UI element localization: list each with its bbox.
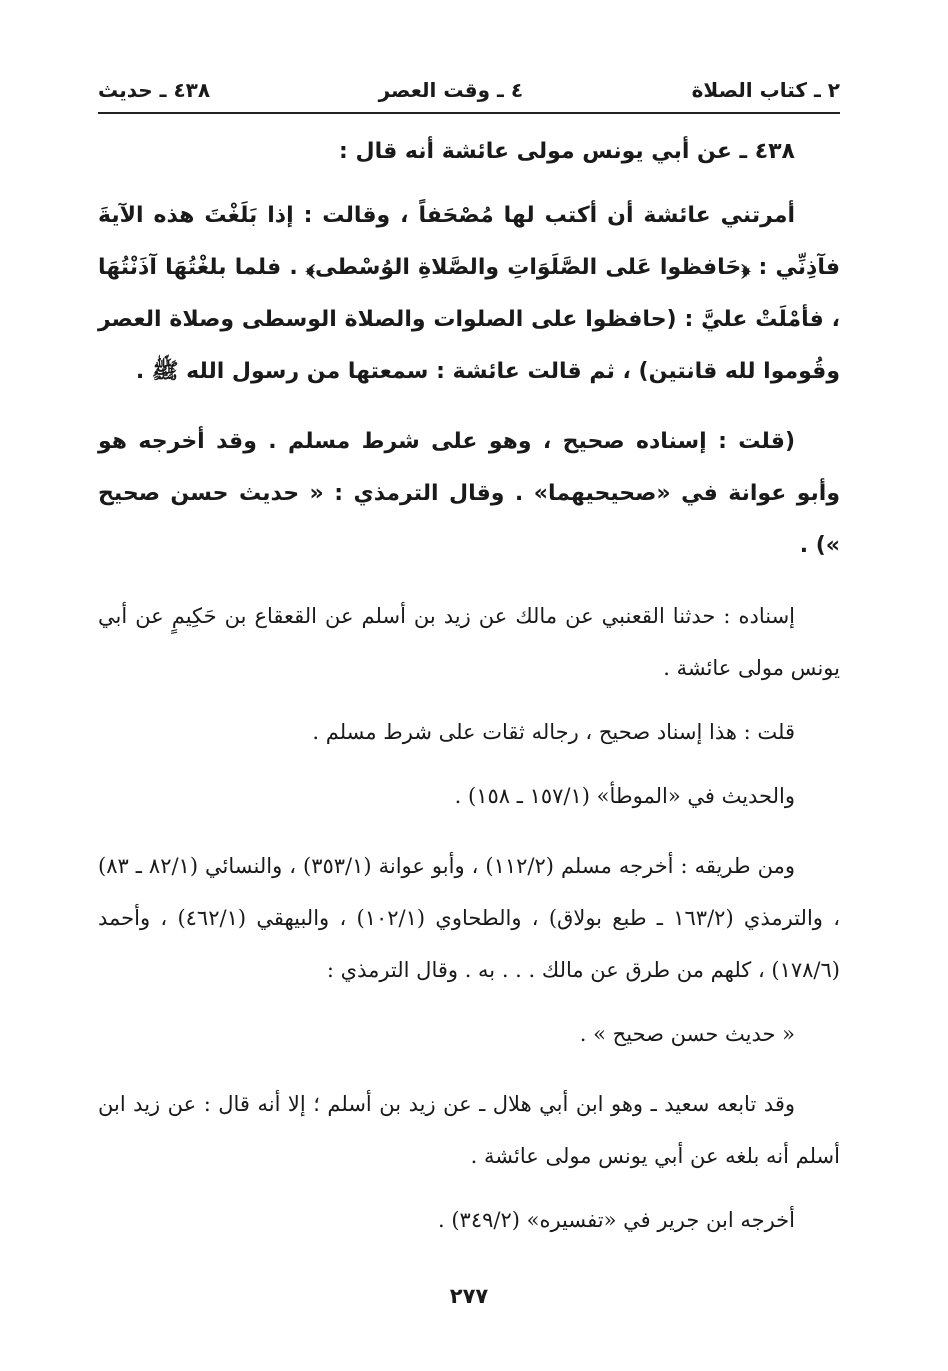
- mutaba-paragraph: وقد تابعه سعيد ـ وهو ابن أبي هلال ـ عن زيد بن أسلم ؛ إلا أنه قال : عن زيد ابن أسلم أنه بلغه عن أبي يونس مولى عائشة .: [98, 1092, 840, 1168]
- header-hadith-number: ٤٣٨ ـ حديث: [98, 78, 211, 102]
- muwatta-paragraph: والحديث في «الموطأ» (١٥٧/١ ـ ١٥٨) .: [454, 784, 795, 808]
- hadith-title: ٤٣٨ ـ عن أبي يونس مولى عائشة أنه قال :: [339, 139, 795, 164]
- takhrij-paragraph: ومن طريقه : أخرجه مسلم (١١٢/٢) ، وأبو عوانة (٣٥٣/١) ، والنسائي (٨٢/١ ـ ٨٣) ، والترمذي (١٦٣/٢ ـ طبع بولاق) ، والطحاوي (١٠٢/١) ، والبيهقي (٤٦٢/١) ، وأحمد (١٧٨/٦) ، كلهم من طرق عن مالك . . . به . وقال الترمذي :: [98, 854, 840, 982]
- running-header: [98, 70, 840, 110]
- tirmidhi-quote: « حديث حسن صحيح » .: [579, 1022, 795, 1046]
- header-chapter-title: ٤ ـ وقت العصر: [378, 78, 524, 102]
- header-book-title: ٢ ـ كتاب الصلاة: [691, 78, 840, 102]
- isnad-paragraph: إسناده : حدثنا القعنبي عن مالك عن زيد بن أسلم عن القعقاع بن حَكِيمٍ عن أبي يونس مولى عائشة .: [98, 604, 840, 680]
- page-number: ٢٧٧: [449, 1284, 489, 1308]
- hadith-text: أمرتني عائشة أن أكتب لها مُصْحَفاً ، وقالت : إذا بَلَغْتَ هذه الآيةَ فآذِنِّي : ﴿حَافظوا عَلى الصَّلَوَاتِ والصَّلاةِ الوُسْطى﴾ . فلما بلغْتُهَا آذَنْتُهَا ، فأمْلَتْ عليَّ : (حافظوا على الصلوات والصلاة الوسطى وصلاة العصر وقُوموا لله قانتين) ، ثم قالت عائشة : سمعتها من رسول الله ﷺ .: [98, 203, 840, 384]
- page-content: [98, 126, 840, 1246]
- ibn-jarir-paragraph: أخرجه ابن جرير في «تفسيره» (٣٤٩/٢) .: [438, 1208, 795, 1232]
- header-divider: [98, 112, 840, 114]
- book-page: [98, 0, 840, 1371]
- comment-paragraph: (قلت : إسناده صحيح ، وهو على شرط مسلم . وقد أخرجه هو وأبو عوانة في «صحيحيهما» . وقال الترمذي : « حديث حسن صحيح ») .: [98, 429, 840, 558]
- qult-paragraph: قلت : هذا إسناد صحيح ، رجاله ثقات على شرط مسلم .: [312, 720, 795, 744]
